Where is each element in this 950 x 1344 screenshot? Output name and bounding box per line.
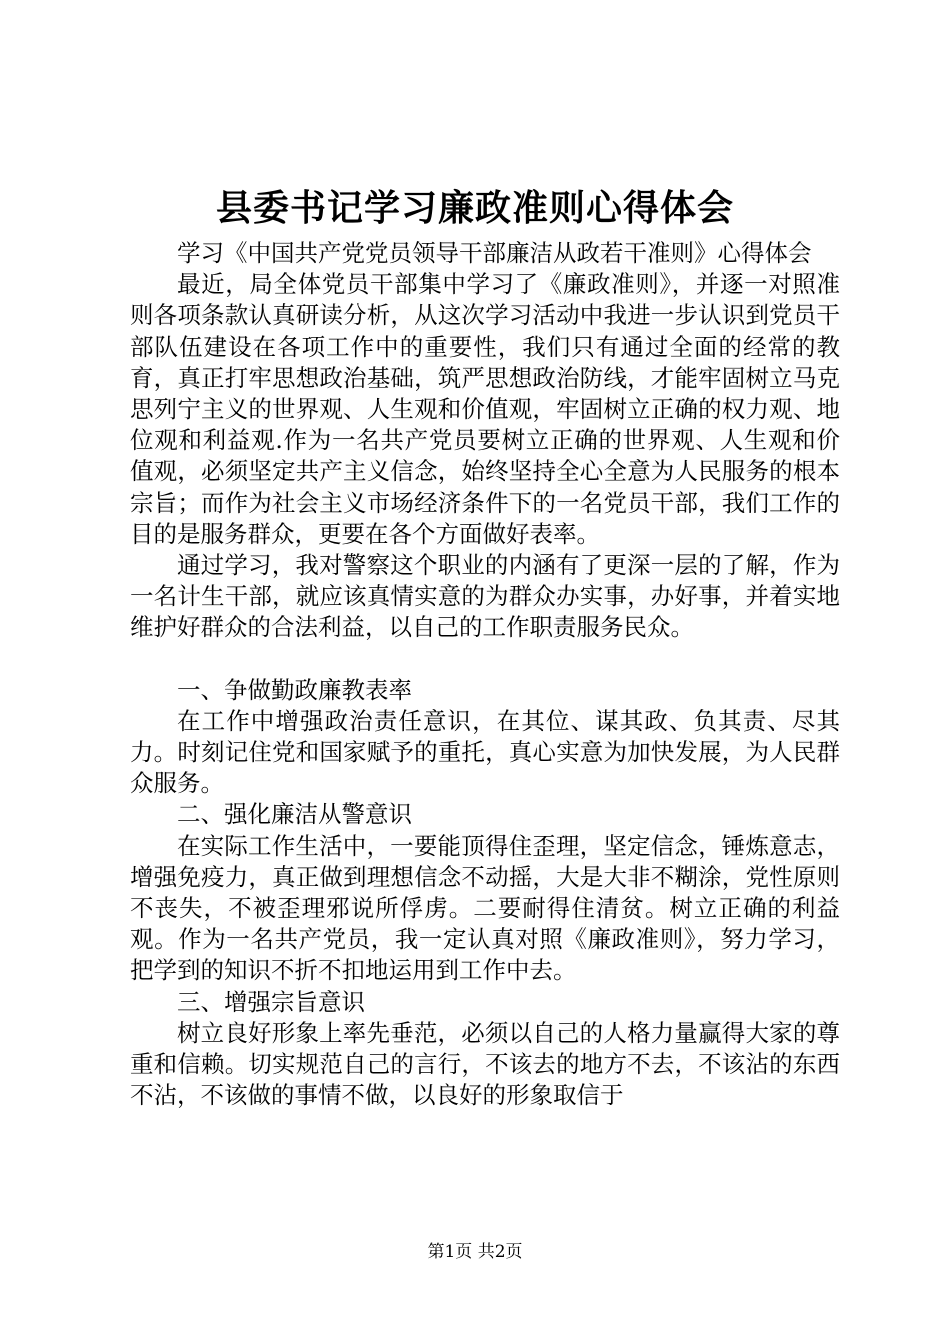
section-heading: 二、强化廉洁从警意识 <box>177 800 412 829</box>
page-footer: 第1页 共2页 <box>427 1242 523 1262</box>
intro-paragraph: 学习《中国共产党党员领导干部廉洁从政若干准则》心得体会 <box>177 239 812 267</box>
section-paragraph: 在实际工作生活中，一要能顶得住歪理，坚定信念，锤炼意志，增强免疫力，真正做到理想信念不动摇，大是大非不糊涂，党性原则不丧失，不被歪理邪说所俘虏。二要耐得住清贫。树立正确的利益观。作为一名共产党员，我一定认真对照《廉政准则》，努力学习，把学到的知识不折不扣地运用到工作中去。 <box>130 831 840 985</box>
section-paragraph: 树立良好形象上率先垂范，必须以自己的人格力量赢得大家的尊重和信赖。切实规范自己的言行，不该去的地方不去，不该沾的东西不沾，不该做的事情不做，以良好的形象取信于 <box>130 1018 840 1110</box>
document-body <box>130 238 840 1111</box>
document-title: 县委书记学习廉政准则心得体会 <box>215 187 734 229</box>
paragraph-spacer <box>130 644 840 675</box>
section-heading: 一、争做勤政廉教表率 <box>177 675 412 704</box>
section-heading: 三、增强宗旨意识 <box>177 987 365 1016</box>
section-paragraph: 在工作中增强政治责任意识，在其位、谋其政、负其责、尽其力。时刻记住党和国家赋予的重托，真心实意为加快发展，为人民群众服务。 <box>130 706 840 798</box>
body-paragraph: 最近，局全体党员干部集中学习了《廉政准则》，并逐一对照准则各项条款认真研读分析，从这次学习活动中我进一步认识到党员干部队伍建设在各项工作中的重要性，我们只有通过全面的经常的教育，真正打牢思想政治基础，筑严思想政治防线，才能牢固树立马克思列宁主义的世界观、人生观和价值观，牢固树立正确的权力观、地位观和利益观.作为一名共产党员要树立正确的世界观、人生观和价值观，必须坚定共产主义信念，始终坚持全心全意为人民服务的根本宗旨；而作为社会主义市场经济条件下的一名党员干部，我们工作的目的是服务群众，更要在各个方面做好表率。 <box>130 270 840 548</box>
body-paragraph: 通过学习，我对警察这个职业的内涵有了更深一层的了解，作为一名计生干部，就应该真情实意的为群众办实事，办好事，并着实地维护好群众的合法利益，以自己的工作职责服务民众。 <box>130 551 840 642</box>
